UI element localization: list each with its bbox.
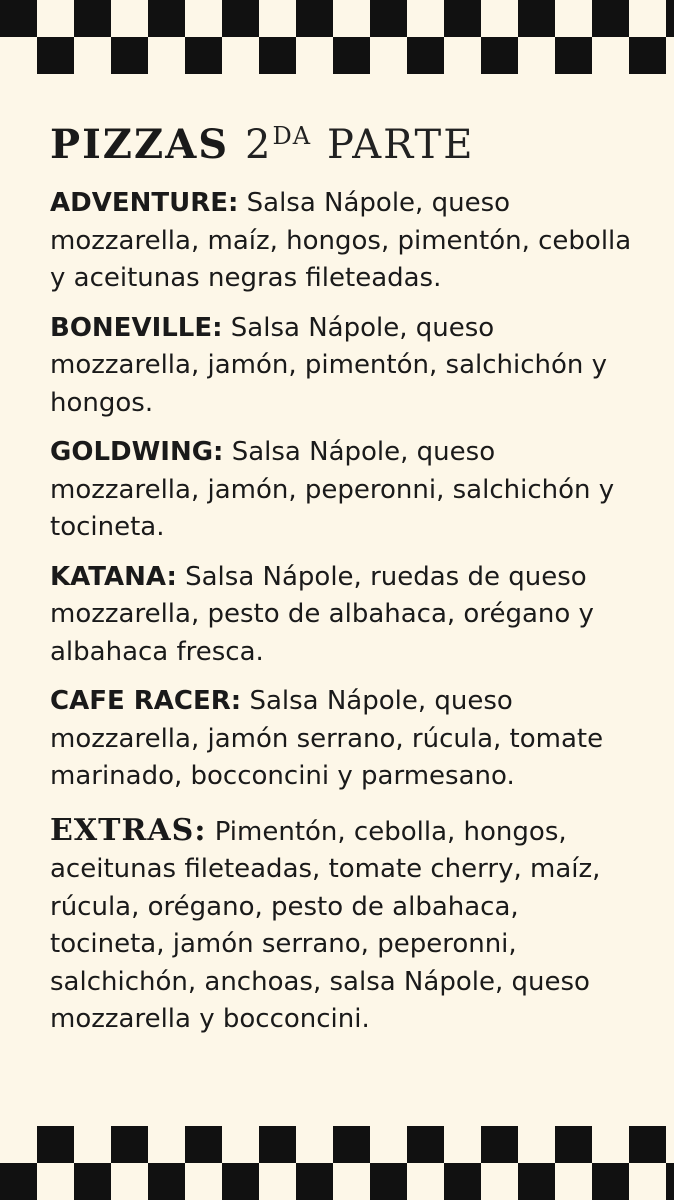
menu-item-cafe-racer <box>50 683 640 796</box>
menu-item-name: BONEVILLE: <box>50 312 223 343</box>
title-number: $2^{DA}$ <box>245 122 312 168</box>
title-superscript: DA <box>272 122 312 150</box>
menu-item-adventure <box>50 185 640 298</box>
menu-item-katana <box>50 559 640 672</box>
menu-item-name: KATANA: <box>50 561 177 592</box>
extras-description: Pimentón, cebolla, hongos, aceitunas fileteadas, tomate cherry, maíz, rúcula, orégano, pesto de albahaca, tocineta, jamón serrano, peperonni, salchichón, anchoas, salsa Nápole, queso mozzarella y bocconcini. <box>50 816 601 1034</box>
menu-content <box>50 112 640 1051</box>
extras-name: EXTRAS: <box>50 812 207 848</box>
menu-extras <box>50 812 640 1039</box>
menu-item-goldwing <box>50 434 640 547</box>
menu-item-name: CAFE RACER: <box>50 686 242 716</box>
checkered-border-top <box>0 0 674 74</box>
menu-item-description: Salsa Nápole, queso mozzarella, jamón serrano, rúcula, tomate marinado, bocconcini y parmesano. <box>50 686 604 791</box>
menu-item-description: Salsa Nápole, queso mozzarella, jamón, pimentón, salchichón y hongos. <box>50 312 608 418</box>
menu-item-description: Salsa Nápole, queso mozzarella, maíz, hongos, pimentón, cebolla y aceitunas negras fileteadas. <box>50 188 632 293</box>
menu-item-description: Salsa Nápole, queso mozzarella, jamón, peperonni, salchichón y tocineta. <box>50 437 615 542</box>
menu-item-description: Salsa Nápole, ruedas de queso mozzarella, pesto de albahaca, orégano y albahaca fresca. <box>50 561 594 667</box>
checkered-border-bottom <box>0 1126 674 1200</box>
title-rest: PARTE <box>327 122 475 168</box>
page-title <box>50 112 640 169</box>
menu-item-boneville <box>50 310 640 423</box>
menu-item-name: GOLDWING: <box>50 437 224 467</box>
title-main: PIZZAS <box>50 121 230 168</box>
menu-item-name: ADVENTURE: <box>50 188 239 218</box>
